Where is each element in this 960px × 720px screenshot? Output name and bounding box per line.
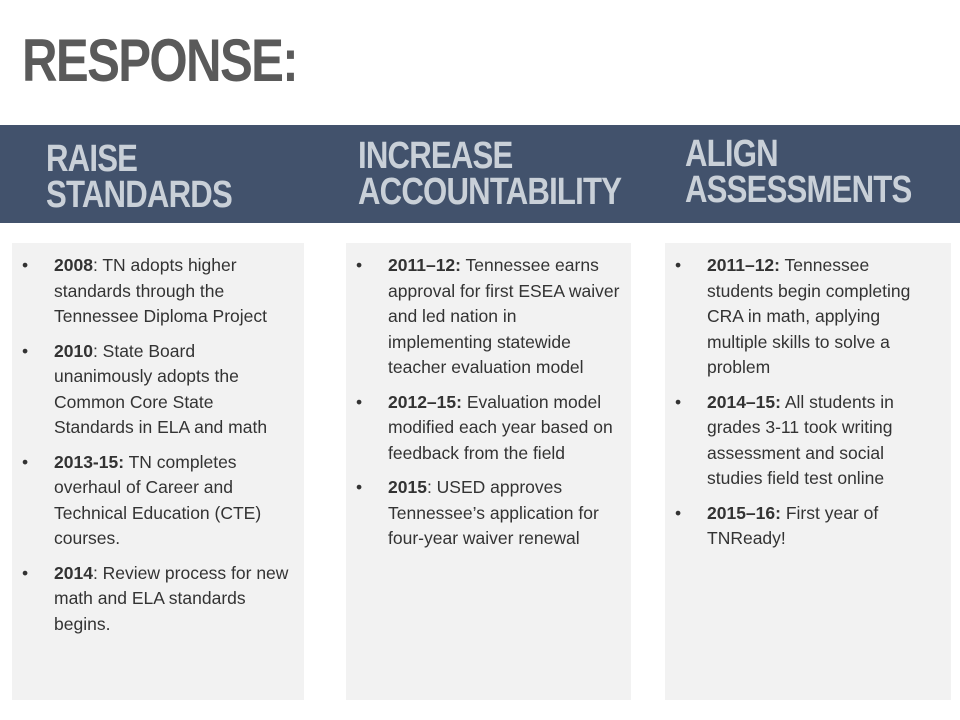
bullet-icon: • bbox=[22, 562, 29, 583]
bullet-list bbox=[346, 253, 621, 552]
bullet-icon: • bbox=[356, 477, 363, 497]
item-lead: 2015 bbox=[388, 477, 427, 497]
item-text: Tennessee earns approval for first ESEA waiver and led nation in implementing statewide teacher evaluation model bbox=[388, 255, 620, 377]
list-item bbox=[12, 561, 298, 638]
bullet-icon: • bbox=[356, 255, 363, 275]
panel-raise-standards bbox=[12, 243, 304, 700]
heading-line: RAISE bbox=[46, 138, 138, 180]
slide-title: RESPONSE: bbox=[22, 27, 298, 94]
item-text: All students in grades 3-11 took writing assessment and social studies field test online bbox=[707, 391, 894, 488]
item-text: First year of TNReady! bbox=[707, 502, 879, 548]
heading-increase-accountability bbox=[358, 135, 622, 213]
heading-align-assessments bbox=[685, 133, 912, 211]
item-lead: 2012–15: bbox=[388, 391, 462, 412]
heading-line: STANDARDS bbox=[46, 174, 232, 216]
item-text: : State Board unanimously adopts the Common Core State Standards in ELA and math bbox=[54, 340, 268, 437]
item-lead: 2014–15: bbox=[707, 391, 781, 412]
list-item bbox=[665, 253, 937, 381]
bullet-icon: • bbox=[22, 451, 29, 472]
bullet-icon: • bbox=[675, 391, 682, 412]
list-item bbox=[346, 390, 621, 467]
heading-line: INCREASE bbox=[358, 135, 513, 177]
heading-raise-standards bbox=[46, 138, 232, 216]
item-lead: 2008 bbox=[54, 255, 93, 275]
bullet-icon: • bbox=[675, 502, 682, 523]
item-text: TN completes overhaul of Career and Technical Education (CTE) courses. bbox=[54, 451, 262, 548]
item-lead: 2015–16: bbox=[707, 502, 781, 523]
item-lead: 2010 bbox=[54, 340, 93, 361]
item-text: : TN adopts higher standards through the Tennessee Diploma Project bbox=[54, 255, 268, 326]
heading-line: ALIGN bbox=[685, 133, 778, 175]
item-lead: 2014 bbox=[54, 562, 93, 583]
item-text: : USED approves Tennessee’s application for four-year waiver renewal bbox=[388, 477, 599, 548]
list-item bbox=[12, 450, 298, 552]
item-text: : Review process for new math and ELA standards begins. bbox=[54, 562, 289, 634]
bullet-icon: • bbox=[675, 255, 682, 275]
bullet-icon: • bbox=[22, 340, 29, 361]
item-lead: 2011–12: bbox=[707, 255, 780, 275]
bullet-icon: • bbox=[22, 255, 29, 275]
item-text: Tennessee students begin completing CRA in math, applying multiple skills to solve a problem bbox=[707, 255, 911, 377]
list-item bbox=[665, 390, 937, 492]
list-item bbox=[665, 501, 937, 552]
bullet-list bbox=[665, 253, 937, 552]
bullet-list bbox=[12, 253, 298, 637]
panel-align-assessments bbox=[665, 243, 951, 700]
heading-line: ACCOUNTABILITY bbox=[358, 171, 622, 213]
bullet-icon: • bbox=[356, 391, 363, 412]
panel-increase-accountability bbox=[346, 243, 631, 700]
list-item bbox=[12, 253, 298, 330]
list-item bbox=[346, 475, 621, 552]
item-lead: 2011–12: bbox=[388, 255, 461, 275]
item-lead: 2013-15: bbox=[54, 451, 125, 472]
list-item bbox=[346, 253, 621, 381]
heading-line: ASSESSMENTS bbox=[685, 169, 912, 211]
list-item bbox=[12, 339, 298, 441]
item-text: Evaluation model modified each year based on feedback from the field bbox=[388, 391, 613, 463]
